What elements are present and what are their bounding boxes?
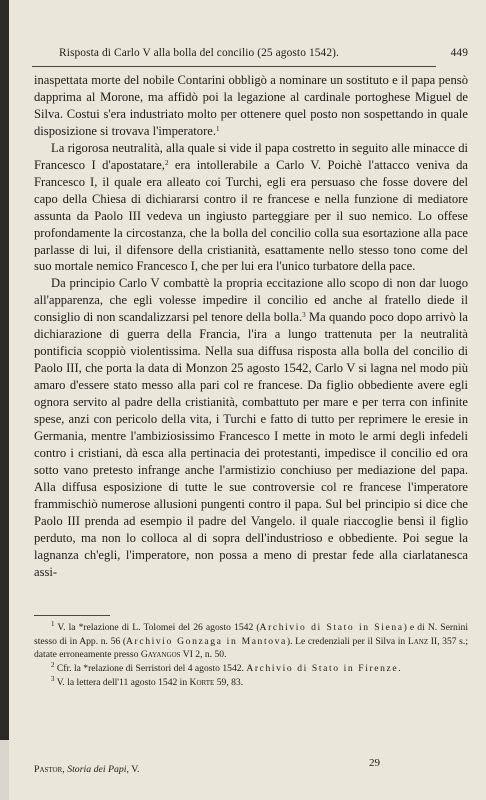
page-number: 449 [450, 47, 468, 59]
signature-volume: , V. [126, 764, 140, 775]
header-rule [32, 66, 436, 67]
running-title: Risposta di Carlo V alla bolla del concilio (25 agosto 1542). [59, 47, 339, 59]
footnote-1-author-lanz: Lanz [407, 635, 429, 647]
footnote-1-text-a: V. la *relazione di L. Tolomei del 26 agosto 1542 ( [54, 622, 260, 633]
body-text [34, 72, 468, 581]
footnote-3-text-b: 59, 83. [214, 677, 244, 689]
footnote-1-number: 1 [51, 620, 55, 628]
paragraph-3 [34, 275, 468, 580]
footnotes [34, 621, 468, 690]
paragraph-2-text-a: La rigorosa neutralità, alla quale si vide il papa costretto in seguito alle minacce di Francesco I d'apostatare, [34, 140, 468, 172]
signature-credit [34, 764, 140, 775]
footnote-rule [34, 615, 110, 616]
footnote-2-archive-firenze: Archivio di Stato in Firenze [246, 663, 399, 675]
footnote-ref-2[interactable]: 2 [164, 158, 169, 167]
paragraph-1 [34, 72, 468, 140]
paragraph-1-text: inaspettata morte del nobile Contarini obbligò a nominare un sostituto e il papa pensò dapprima al Morone, ma affidò poi la legazione al cardinale portoghese Miguel de Silva. Costui s'era industriato molto per ottenere quel posto non sospettando in quale disposizione si trovava l'imperatore. [34, 73, 468, 138]
footnote-ref-3[interactable]: 3 [302, 311, 306, 320]
footnote-1-text-e: VI 2, n. 50. [180, 649, 227, 661]
footnote-1-text-b: ) e di N. Sernini stesso di in App. n. 56 ( [34, 622, 468, 647]
paragraph-3-text-a: Da principio Carlo V combattè la propria eccitazione allo scopo di non dar luogo all'apparenza, che egli volesse impedire il concilio ed anche al fratello diede il consiglio di non scandalizzarsi pel tenore della bolla. [34, 276, 468, 325]
footnote-1 [34, 621, 468, 662]
signature-work: Storia dei Papi [67, 764, 127, 775]
paragraph-2 [34, 140, 468, 276]
footnote-3-number: 3 [51, 675, 55, 684]
signature-author: Pastor, [34, 764, 65, 775]
footnote-1-archive-mantova: Archivio Gonzaga in Mantova [126, 635, 287, 647]
footnote-3-author-korte: Korte [189, 677, 215, 689]
scan-edge-bottom [0, 740, 9, 800]
footnote-1-text-c: ). Le credenziali per il Silva in [286, 635, 408, 647]
paragraph-3-text-b: Ma quando poco dopo arrivò la dichiarazione di guerra della Francia, l'ira a lungo trattenuta per la neutralità pontificia scoppiò violentissima. Nella sua diffusa risposta alla bolla del concilio di Paolo III, che porta la data di Monzon 25 agosto 1542, Carlo V si lagna nel modo più amaro d'essere stato messo alla pari col re francese. Da figlio obbediente avere egli ognora servito al padre della cristianità, combattuto per mare e per terra con infinite spese, anzi con pericolo della vita, i Turchi e fatto di tutto per reprimere le eresie in Germania, mentre l'ambiziosissimo Francesco I mette in moto le armi degli infedeli contro i cristiani, dà esca alla pertinacia dei protestanti, impedisce il concilio ed ora sotto vano pretesto infrange anche l'armistizio conchiuso per mediazione del papa. Alla diffusa esposizione di tutte le sue controversie col re francese l'imperatore frammischiò numerose allusioni pungenti contro il papa. Sul bel principio si dice che Paolo III prenda ad esempio il padre del Vangelo. il quale riaccoglie bensì il figlio perduto, ma non lo colloca al di sopra dell'industrioso e obbediente. Poi segue la lagnanza ch'egli, l'imperatore, non possa a meno di prestar fede alla ciarlatanesca assi- [34, 310, 468, 579]
footnote-3-text-a: V. la lettera dell'11 agosto 1542 in [54, 677, 190, 689]
footnote-2 [34, 662, 468, 676]
footnote-2-number: 2 [51, 661, 55, 670]
footnote-1-text-d: II, 357 s.; datate erroneamente presso [34, 635, 468, 661]
paragraph-2-text-b: era intollerabile a Carlo V. Poichè l'attacco veniva da Francesco I, il quale era alleato coi Turchi, egli era persuaso che fosse dovere del capo della Chiesa di dichiararsi contro il re francese e nella funzione di mediatore assunta da Paolo III vedeva un ingiusto parteggiare per il suo nemico. Lo offese profondamente la circostanza, che la bolla del concilio colla sua esortazione alla pace parlasse di lui, il difensore della cristianità, esattamente nello stesso tono come del suo mortale nemico Francesco I, che per lui era l'unico turbatore della pace. [34, 157, 468, 274]
footnote-1-archive-siena: Archivio di Stato in Siena [259, 622, 404, 633]
signature-sheet-number: 29 [369, 757, 380, 769]
footnote-2-text-b: . [398, 663, 401, 675]
footnote-1-author-gayangos: Gayangos [140, 649, 181, 661]
scan-edge [0, 0, 9, 800]
footnote-2-text-a: Cfr. la *relazione di Serristori del 4 agosto 1542. [54, 663, 247, 675]
footnote-ref-1[interactable]: 1 [216, 124, 220, 133]
footnote-3 [34, 676, 468, 690]
